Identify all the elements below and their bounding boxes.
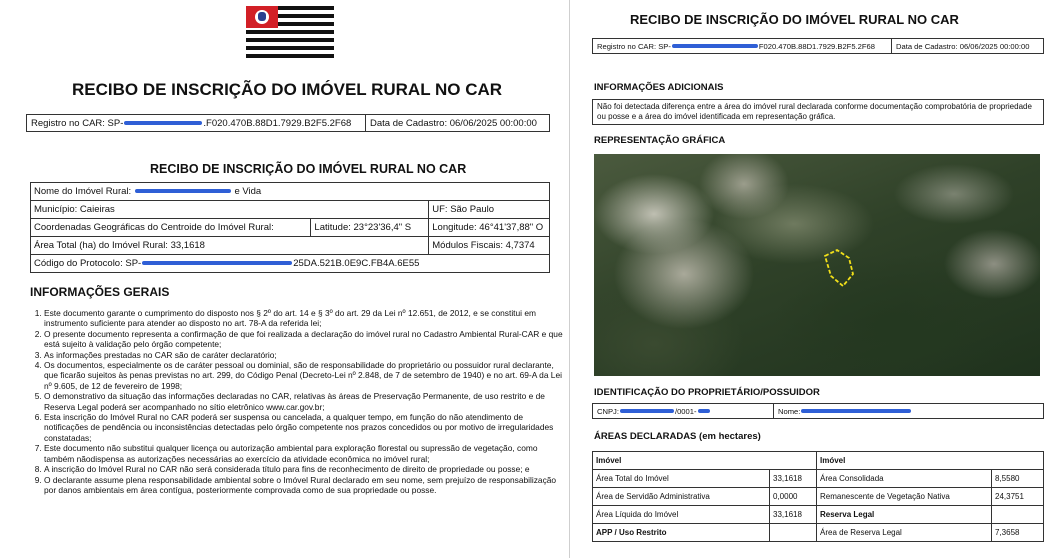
protocolo-label: Código do Protocolo: SP- xyxy=(34,258,142,269)
property-boundary-polygon xyxy=(819,246,859,292)
area-label: Reserva Legal xyxy=(817,506,992,524)
longitude-cell: Longitude: 46°41'37,88" O xyxy=(429,219,550,237)
areas-declaradas-title: ÁREAS DECLARADAS (em hectares) xyxy=(594,431,761,442)
areas-declaradas-table xyxy=(592,451,1044,542)
nome-imovel-label: Nome do Imóvel Rural: xyxy=(34,186,134,197)
informacoes-adicionais-text: Não foi detectada diferença entre a área do imóvel rural declarada conforme documentação comprobatória de propriedade ou posse e a área do imóvel identificada em representação gráfica. xyxy=(592,99,1044,125)
cnpj-label: CNPJ: xyxy=(597,406,619,416)
registro-label: Registro no CAR: SP- xyxy=(31,117,124,129)
area-label: APP / Uso Restrito xyxy=(593,524,770,542)
list-item: 7. Este documento não substitui qualquer licença ou autorização ambiental para exploração florestal ou supressão de vegetação, como também nãodispensa as autorizações necessárias ao exercício da atividade econômica no imóvel rural; xyxy=(44,443,568,464)
areas-header-left: Imóvel xyxy=(593,452,817,470)
informacoes-gerais-list xyxy=(26,308,568,495)
nome-imovel-cell xyxy=(31,183,550,201)
registro-value: .F020.470B.88D1.7929.B2F5.2F68 xyxy=(203,117,352,129)
areas-header-right: Imóvel xyxy=(817,452,1044,470)
cnpj-value: /0001- xyxy=(674,406,697,416)
area-value xyxy=(992,506,1044,524)
registro-field xyxy=(593,39,891,53)
satellite-map-image xyxy=(594,154,1040,376)
latitude-cell: Latitude: 23°23'36,4" S xyxy=(311,219,429,237)
registro-box xyxy=(592,38,1044,54)
registro-label: Registro no CAR: SP- xyxy=(597,41,671,51)
data-cadastro: Data de Cadastro: 06/06/2025 00:00:00 xyxy=(365,115,541,131)
list-item: 5. O demonstrativo da situação das informações declaradas no CAR, relativas às áreas de Preservação Permanente, de uso restrito e de Reserva Legal poderá ser acompanhado no sítio eletrônico www.car.gov.br; xyxy=(44,391,568,412)
list-item: 6. Esta inscrição do Imóvel Rural no CAR poderá ser suspensa ou cancelada, a qualquer tempo, em função do não atendimento de notificações de pendência ou inconsistências detectadas pelo órgão competente nos prazos concedidos ou por motivo de irregularidades constatadas; xyxy=(44,412,568,443)
coordenadas-cell: Coordenadas Geográficas do Centroide do Imóvel Rural: xyxy=(31,219,311,237)
nome-label: Nome: xyxy=(778,406,801,416)
representacao-grafica-title: REPRESENTAÇÃO GRÁFICA xyxy=(594,135,726,146)
redaction-mark xyxy=(135,189,231,193)
list-item: 3. As informações prestadas no CAR são de caráter declaratório; xyxy=(44,350,568,360)
list-item: 4. Os documentos, especialmente os de caráter pessoal ou dominial, são de responsabilidade do proprietário ou possuidor rural declarante, que ficarão sujeitos às penas previstas no art. 299, do Código Penal (Decreto-Lei nº 2.848, de 7 de setembro de 1940) e no art. 69-A da Lei nº 9.605, de 12 de fevereiro de 1998; xyxy=(44,360,568,391)
area-label: Remanescente de Vegetação Nativa xyxy=(817,488,992,506)
protocolo-value: 25DA.521B.0E9C.FB4A.6E55 xyxy=(293,258,420,269)
area-label: Área Líquida do Imóvel xyxy=(593,506,770,524)
list-item: 2. O presente documento representa a confirmação de que foi realizada a declaração do imóvel rural no Cadastro Ambiental Rural-CAR e que está sujeito à validação pelo órgão competente; xyxy=(44,329,568,350)
nome-imovel-value: e Vida xyxy=(234,186,262,197)
registro-box xyxy=(26,114,550,132)
area-value xyxy=(770,524,817,542)
proprietario-box xyxy=(592,403,1044,419)
table-row xyxy=(593,488,1044,506)
area-value: 7,3658 xyxy=(992,524,1044,542)
area-label: Área de Reserva Legal xyxy=(817,524,992,542)
page-title: RECIBO DE INSCRIÇÃO DO IMÓVEL RURAL NO CAR xyxy=(72,80,503,99)
area-label: Área de Servidão Administrativa xyxy=(593,488,770,506)
area-label: Área Total do Imóvel xyxy=(593,470,770,488)
uf-cell: UF: São Paulo xyxy=(429,201,550,219)
area-value: 33,1618 xyxy=(770,506,817,524)
cnpj-field xyxy=(593,404,773,418)
list-item: 1. Este documento garante o cumprimento do disposto nos § 2º do art. 14 e § 3º do art. 29 da Lei nº 12.651, de 2012, e se constitui em instrumento suficiente para atender ao disposto no art. 78-A da referida lei; xyxy=(44,308,568,329)
area-total-cell: Área Total (ha) do Imóvel Rural: 33,1618 xyxy=(31,237,429,255)
area-value: 8,5580 xyxy=(992,470,1044,488)
sao-paulo-flag-icon xyxy=(246,6,334,64)
section-subtitle: RECIBO DE INSCRIÇÃO DO IMÓVEL RURAL NO CAR xyxy=(150,162,467,176)
redaction-mark xyxy=(698,409,710,413)
informacoes-adicionais-title: INFORMAÇÕES ADICIONAIS xyxy=(594,82,724,93)
registro-field xyxy=(27,115,365,131)
redaction-mark xyxy=(801,409,911,413)
area-value: 24,3751 xyxy=(992,488,1044,506)
modulos-fiscais-cell: Módulos Fiscais: 4,7374 xyxy=(429,237,550,255)
area-value: 33,1618 xyxy=(770,470,817,488)
redaction-mark xyxy=(620,409,674,413)
area-value: 0,0000 xyxy=(770,488,817,506)
page-title: RECIBO DE INSCRIÇÃO DO IMÓVEL RURAL NO CAR xyxy=(630,12,959,27)
municipio-cell: Município: Caieiras xyxy=(31,201,429,219)
area-label: Área Consolidada xyxy=(817,470,992,488)
protocolo-cell xyxy=(31,255,550,273)
informacoes-gerais-title: INFORMAÇÕES GERAIS xyxy=(30,285,170,299)
data-cadastro: Data de Cadastro: 06/06/2025 00:00:00 xyxy=(891,39,1033,53)
table-row xyxy=(593,506,1044,524)
identificacao-title: IDENTIFICAÇÃO DO PROPRIETÁRIO/POSSUIDOR xyxy=(594,387,820,398)
table-row xyxy=(593,470,1044,488)
redaction-mark xyxy=(124,121,202,125)
nome-field xyxy=(773,404,916,418)
list-item: 9. O declarante assume plena responsabilidade ambiental sobre o Imóvel Rural declarado em seu nome, sem prejuízo de responsabilização por danos ambientais em área contígua, posteriormente comprovada como de sua propriedade ou posse. xyxy=(44,475,568,496)
property-info-table xyxy=(30,182,550,273)
receipt-page-right xyxy=(578,0,1062,558)
redaction-mark xyxy=(672,44,758,48)
table-row xyxy=(593,524,1044,542)
registro-value: F020.470B.88D1.7929.B2F5.2F68 xyxy=(758,41,875,51)
list-item: 8. A inscrição do Imóvel Rural no CAR não será considerada título para fins de reconhecimento de direito de propriedade ou posse; e xyxy=(44,464,568,474)
redaction-mark xyxy=(142,261,292,265)
